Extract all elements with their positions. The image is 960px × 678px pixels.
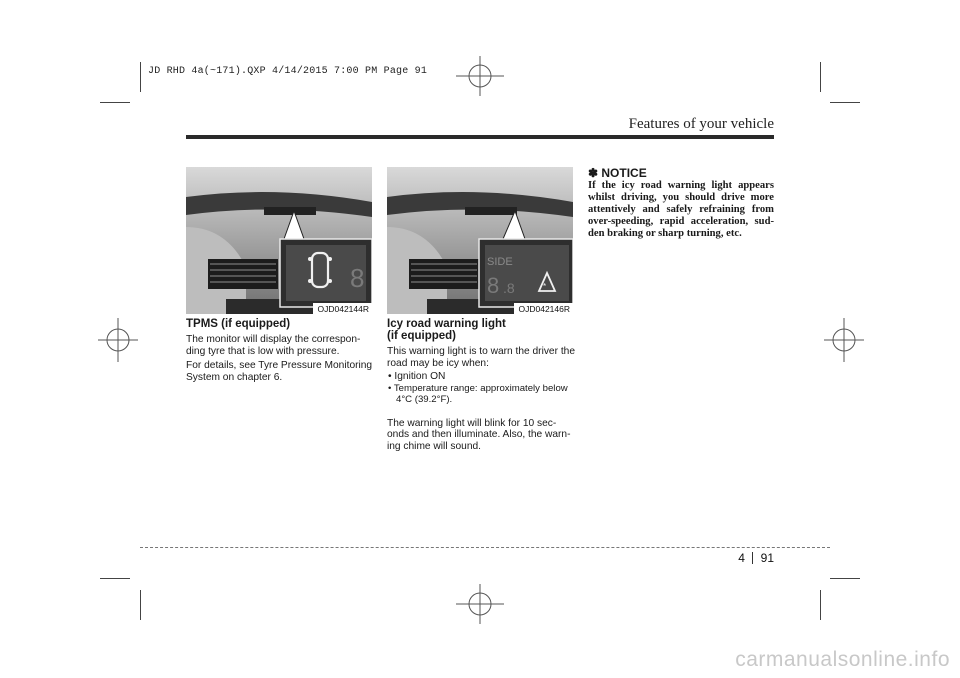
tpms-text <box>186 318 374 383</box>
bullet-ignition: • Ignition ON <box>388 371 446 382</box>
notice-body: If the icy road warning light appears whilst driving, you should drive more attentively and safely refraining from over-speeding, rapid acceleration, sud-den braking or sharp turning, etc. <box>588 180 774 239</box>
registration-mark-left <box>98 318 138 362</box>
page-number <box>738 551 774 565</box>
chapter-number: 4 <box>738 551 745 565</box>
notice-title: ✽ NOTICE <box>588 166 647 180</box>
footer-rule <box>140 547 830 548</box>
icy-road-heading-line2: (if equipped) <box>387 330 456 342</box>
watermark-site: carmanualsonline.info <box>735 648 950 671</box>
svg-text:8: 8 <box>487 273 500 298</box>
tpms-para1: The monitor will display the correspon-ding tyre that is low with pressure. <box>186 334 361 357</box>
title-rule <box>186 135 774 139</box>
icy-road-image-code: OJD042146R <box>514 303 573 314</box>
notice-box <box>588 166 774 240</box>
tpms-heading: TPMS (if equipped) <box>186 318 291 330</box>
icy-road-photo <box>387 167 573 314</box>
registration-mark-top <box>456 56 504 96</box>
print-slug: JD RHD 4a(~171).QXP 4/14/2015 7:00 PM Page 91 <box>148 66 428 77</box>
icy-road-intro: This warning light is to warn the driver the road may be icy when: <box>387 346 575 369</box>
icy-road-heading-line1: Icy road warning light <box>387 318 506 330</box>
page-number-value: 91 <box>760 551 774 565</box>
icy-road-para: The warning light will blink for 10 sec-onds and then illuminate. Also, the warn-ing chime will sound. <box>387 417 571 452</box>
svg-text:.8: .8 <box>503 280 515 296</box>
tpms-image-code: OJD042144R <box>313 303 372 314</box>
registration-mark-right <box>824 318 864 362</box>
svg-text:*: * <box>543 282 547 291</box>
section-title: Features of your vehicle <box>628 116 774 132</box>
tpms-para2: For details, see Tyre Pressure Monitoring System on chapter 6. <box>186 360 373 383</box>
tpms-photo <box>186 167 372 314</box>
svg-text:8: 8 <box>350 263 365 293</box>
icy-road-text <box>387 318 575 452</box>
svg-text:SIDE: SIDE <box>487 256 513 268</box>
registration-mark-bottom <box>456 584 504 624</box>
bullet-temperature: • Temperature range: approximately below 4°C (39.2°F). <box>388 382 568 405</box>
